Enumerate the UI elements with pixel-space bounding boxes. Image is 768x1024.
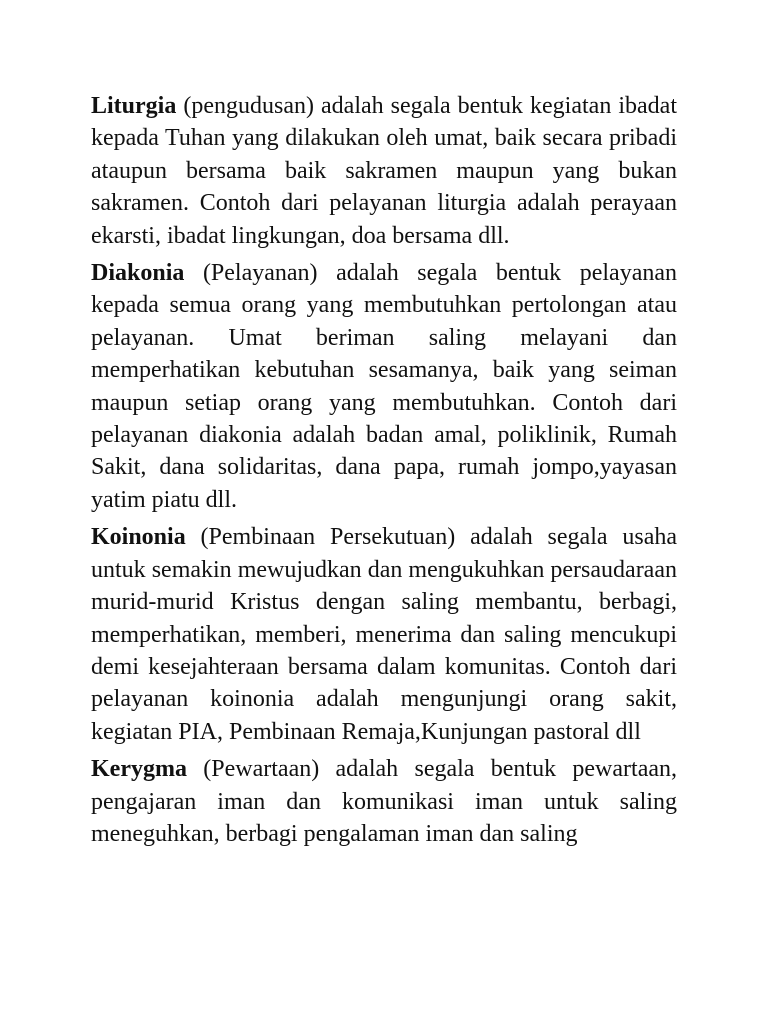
term-liturgia: Liturgia xyxy=(91,93,177,119)
paragraph-diakonia xyxy=(91,257,677,516)
document-page xyxy=(91,90,677,855)
term-kerygma: Kerygma xyxy=(91,756,187,783)
paragraph-liturgia xyxy=(91,90,677,252)
term-koinonia: Koinonia xyxy=(91,524,186,551)
paragraph-kerygma xyxy=(91,753,677,850)
paragraph-koinonia xyxy=(91,521,677,748)
definition-liturgia: (pengudusan) adalah segala bentuk kegiatan ibadat kepada Tuhan yang dilakukan oleh umat, baik secara pribadi ataupun bersama baik sakramen maupun yang bukan sakramen. Contoh dari pelayanan liturgia adalah perayaan ekarsti, ibadat lingkungan, doa bersama dll. xyxy=(91,93,677,249)
definition-diakonia: (Pelayanan) adalah segala bentuk pelayanan kepada semua orang yang membutuhkan pertolongan atau pelayanan. Umat beriman saling melayani dan memperhatikan kebutuhan sesamanya, baik yang seiman maupun setiap orang yang membutuhkan. Contoh dari pelayanan diakonia adalah badan amal, poliklinik, Rumah Sakit, dana solidaritas, dana papa, rumah jompo,yayasan yatim piatu dll. xyxy=(91,260,677,513)
term-diakonia: Diakonia xyxy=(91,260,185,287)
definition-koinonia: (Pembinaan Persekutuan) adalah segala usaha untuk semakin mewujudkan dan mengukuhkan persaudaraan murid-murid Kristus dengan saling membantu, berbagi, memperhatikan, memberi, menerima dan saling mencukupi demi kesejahteraan bersama dalam komunitas. Contoh dari pelayanan koinonia adalah mengunjungi orang sakit, kegiatan PIA, Pembinaan Remaja,Kunjungan pastoral dll xyxy=(91,524,677,745)
definition-kerygma: (Pewartaan) adalah segala bentuk pewartaan, pengajaran iman dan komunikasi iman untuk saling meneguhkan, berbagi pengalaman iman dan saling xyxy=(91,756,677,847)
